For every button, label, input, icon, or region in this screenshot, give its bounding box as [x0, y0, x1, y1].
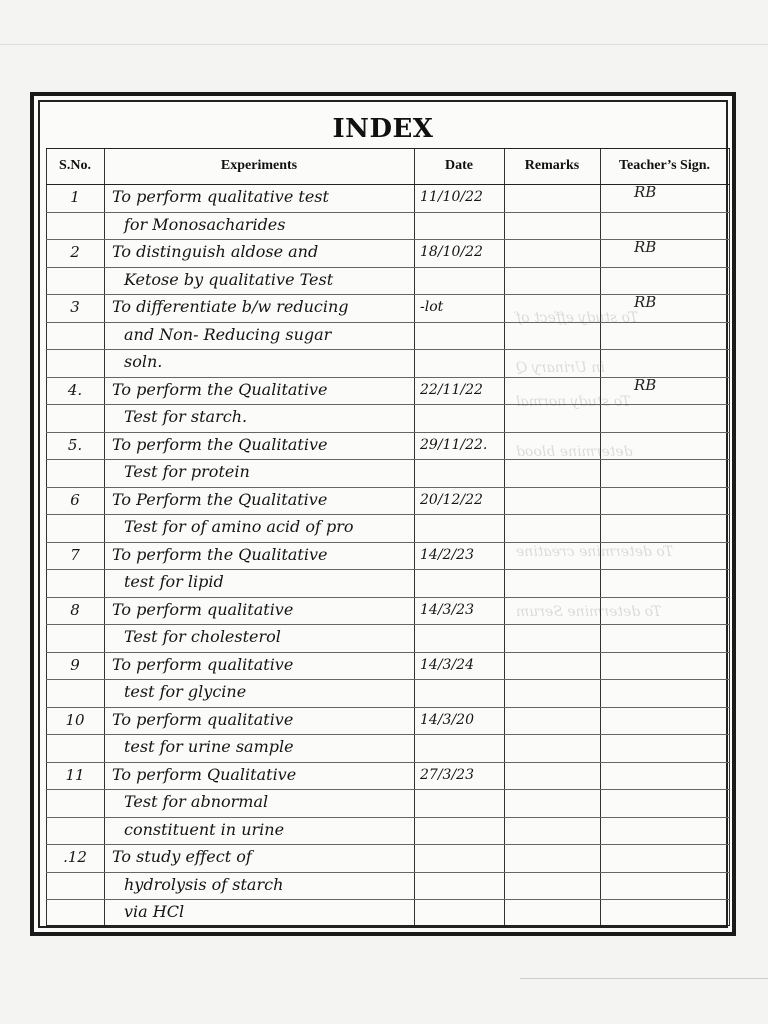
table-border-bottom: [46, 925, 730, 926]
col-divider-sno: [104, 148, 105, 926]
header-bottom-rule: [46, 184, 730, 185]
row-sno: 1: [70, 188, 80, 206]
row-sno: 3: [70, 298, 80, 316]
index-title: INDEX: [332, 114, 434, 144]
ruled-line: [46, 597, 730, 598]
experiment-text: Test for abnormal: [124, 792, 269, 811]
row-sno: 10: [65, 710, 85, 729]
teacher-signature: RB: [634, 293, 657, 311]
ruled-line: [46, 322, 730, 323]
experiment-text: To perform the Qualitative: [112, 379, 328, 399]
row-sno: 2: [70, 243, 80, 261]
ruled-line: [46, 817, 730, 818]
ruled-line: [46, 734, 730, 735]
experiment-text: To Perform the Qualitative: [112, 489, 328, 509]
ruled-line: [46, 514, 730, 515]
row-sno: .12: [63, 848, 87, 866]
row-date: -lot: [420, 299, 444, 315]
col-divider-date: [504, 148, 505, 926]
experiment-text: To study effect of: [112, 847, 252, 866]
ruled-line: [46, 679, 730, 680]
bleed-through-text: determine blood: [516, 444, 633, 460]
experiment-text: To differentiate b/w reducing: [112, 297, 349, 316]
experiment-text: test for glycine: [124, 682, 247, 701]
row-sno: 7: [70, 545, 80, 564]
experiment-text: To perform qualitative test: [112, 187, 329, 206]
ruled-line: [46, 377, 730, 378]
index-sheet: [30, 92, 736, 936]
index-table: [46, 148, 730, 926]
experiment-text: test for lipid: [124, 572, 224, 591]
experiment-text: hydrolysis of starch: [124, 874, 284, 894]
header-experiments: Experiments: [220, 158, 298, 173]
experiment-text: and Non- Reducing sugar: [124, 324, 332, 344]
ruled-line: [46, 349, 730, 350]
row-date: 20/12/22: [420, 491, 483, 508]
bleed-through-text: To study normal: [516, 394, 631, 410]
header-date: Date: [445, 158, 473, 173]
experiment-text: constituent in urine: [124, 819, 285, 839]
row-sno: 11: [65, 765, 85, 784]
header-sno: S.No.: [59, 158, 91, 173]
table-border-top: [46, 148, 730, 149]
ruled-line: [46, 844, 730, 845]
ruled-line: [46, 432, 730, 433]
row-sno: 8: [70, 600, 80, 619]
experiment-text: To perform qualitative: [112, 709, 294, 729]
ruled-line: [46, 652, 730, 653]
row-date: 14/2/23: [420, 546, 474, 563]
ruled-line: [46, 762, 730, 763]
header-remarks: Remarks: [524, 158, 580, 173]
col-divider-experiments: [414, 148, 415, 926]
ruled-line: [46, 542, 730, 543]
row-date: 18/10/22: [420, 244, 483, 260]
bleed-through-text: To determine Serum: [516, 604, 662, 620]
experiment-text: To perform qualitative: [112, 599, 294, 619]
experiment-text: Test for cholesterol: [124, 627, 281, 646]
experiment-text: To perform qualitative: [112, 654, 294, 674]
row-date: 14/3/23: [420, 601, 474, 618]
experiment-text: To perform Qualitative: [112, 764, 297, 784]
experiment-text: To distinguish aldose and: [112, 242, 319, 261]
table-border-right: [729, 148, 730, 926]
ruled-line: [46, 624, 730, 625]
experiment-text: Ketose by qualitative Test: [124, 269, 334, 289]
row-date: 29/11/22.: [420, 436, 488, 453]
ruled-line: [46, 239, 730, 240]
ruled-line: [46, 872, 730, 873]
experiment-text: Test for of amino acid of pro: [124, 517, 354, 536]
row-date: 22/11/22: [420, 381, 483, 398]
row-sno: 9: [70, 655, 80, 674]
table-border-left: [46, 148, 47, 926]
bleed-through-text: in Urinary Q: [516, 360, 605, 376]
row-sno: 5.: [67, 435, 83, 454]
ruled-line: [46, 294, 730, 295]
experiment-text: for Monosacharides: [124, 214, 286, 234]
row-date: 27/3/23: [420, 766, 474, 783]
ruled-line: [46, 899, 730, 900]
bleed-through-text: To determine creatine: [516, 544, 674, 560]
experiment-text: Test for protein: [124, 462, 250, 481]
bleed-through-text: To study effect of: [516, 310, 639, 326]
col-divider-remarks: [600, 148, 601, 926]
row-sno: 6: [70, 490, 80, 509]
ruled-line: [46, 212, 730, 213]
teacher-signature: RB: [634, 375, 657, 394]
page-top-rule: [0, 44, 768, 45]
row-date: 14/3/20: [420, 711, 474, 728]
header-teacher-sign: Teacher’s Sign.: [619, 158, 710, 173]
row-date: 14/3/24: [420, 656, 474, 673]
experiment-text: Test for starch.: [124, 407, 248, 426]
experiment-text: To perform the Qualitative: [112, 434, 328, 454]
ruled-line: [46, 789, 730, 790]
ruled-line: [46, 267, 730, 268]
teacher-signature: RB: [634, 238, 657, 256]
page-bottom-rule: [520, 978, 768, 979]
ruled-line: [46, 569, 730, 570]
experiment-text: To perform the Qualitative: [112, 544, 328, 564]
row-sno: 4.: [67, 380, 83, 399]
experiment-text: soln.: [124, 352, 163, 371]
experiment-text: test for urine sample: [124, 737, 294, 756]
ruled-line: [46, 404, 730, 405]
ruled-line: [46, 487, 730, 488]
teacher-signature: RB: [634, 183, 657, 201]
experiment-text: via HCl: [124, 902, 185, 921]
row-date: 11/10/22: [420, 189, 483, 205]
ruled-line: [46, 707, 730, 708]
ruled-line: [46, 459, 730, 460]
